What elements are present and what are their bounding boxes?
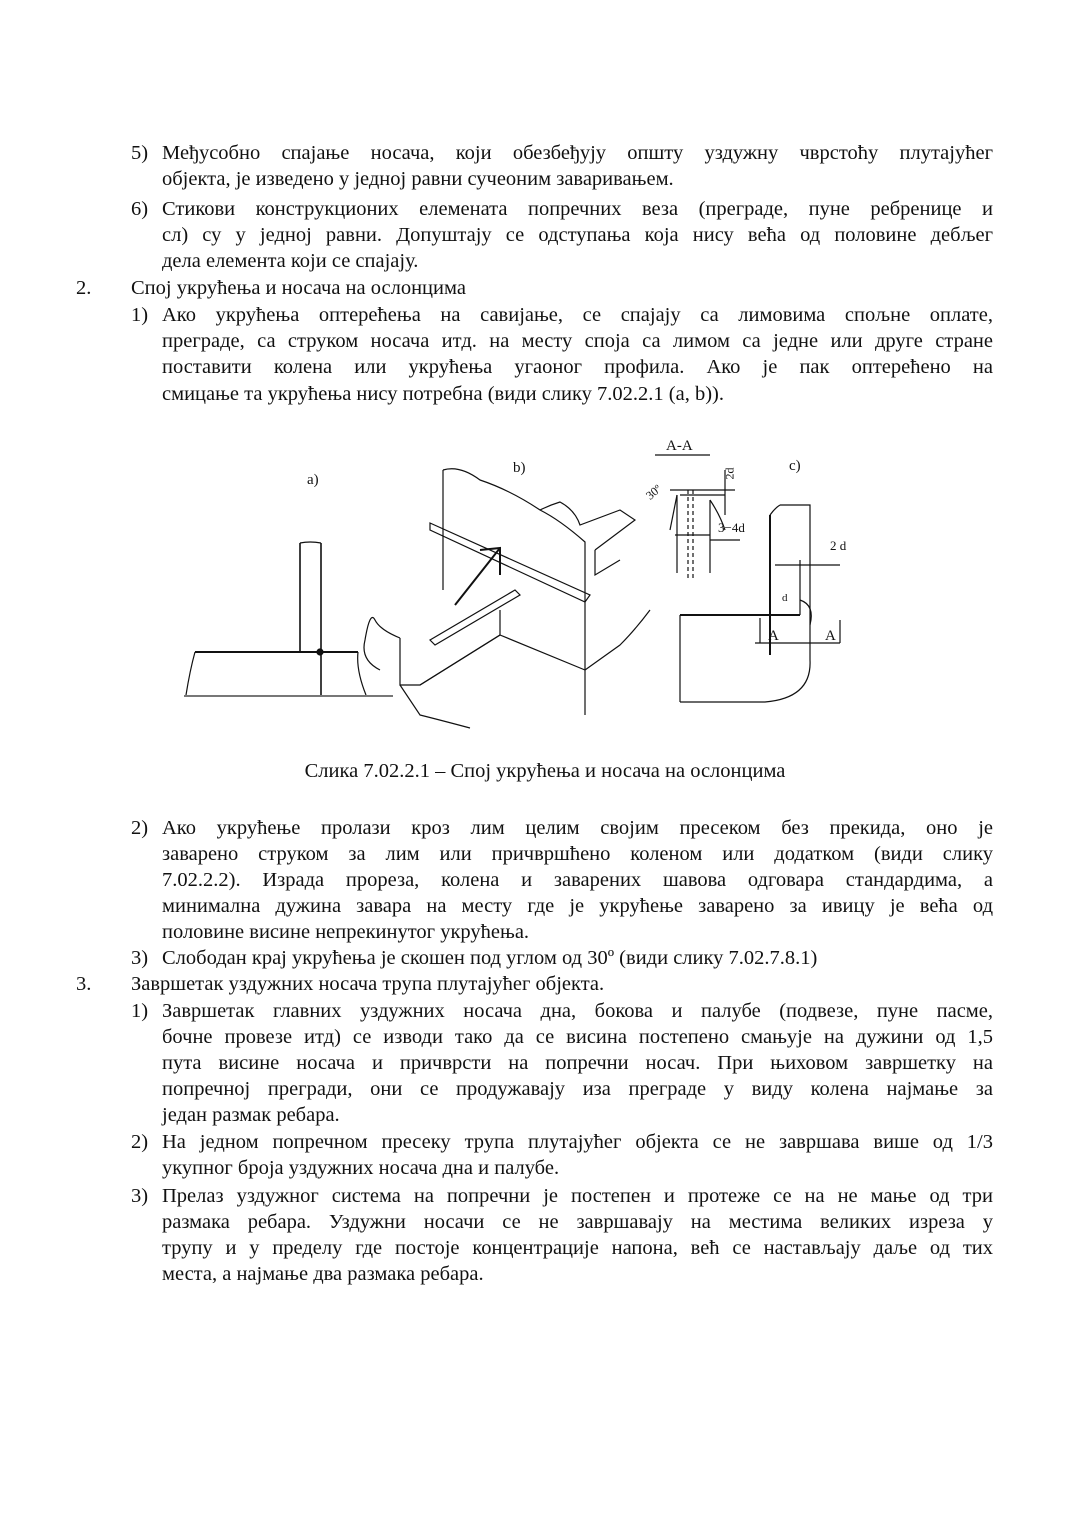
label-a: a): [307, 472, 319, 488]
figure-7-02-2-1: [180, 430, 900, 730]
item-number: 2): [131, 817, 149, 839]
item-number: 3): [131, 947, 149, 969]
item-text-line: размака ребара. Уздужни носачи се не завршавају на местима великих изреза у: [162, 1211, 993, 1233]
label-2d-right: 2 d: [830, 538, 847, 553]
item-text-line: бочне провезе итд) се изводи тако да се висина постепено смањује на дужини од 1,5: [162, 1026, 993, 1048]
item-text-line: минимална дужина завара на месту где је укрућење заварено за ивицу је већа од: [162, 895, 993, 917]
item-text-line: објекта, је изведено у једној равни сучеоним заваривањем.: [162, 168, 674, 190]
item-text-line: пута висине носача и причврсти на попречни носач. При њиховом завршетку на: [162, 1052, 993, 1074]
item-number: 1): [131, 304, 149, 326]
label-2d-top: 2d: [722, 467, 737, 480]
item-number: 3): [131, 1185, 149, 1207]
label-b: b): [513, 460, 526, 476]
item-text-line: укупног броја уздужних носача дна и палубе.: [162, 1157, 560, 1179]
section-number: 2.: [76, 277, 92, 299]
label-d: d: [782, 592, 788, 604]
item-text-line: Прелаз уздужног система на попречни је постепен и протеже се на не мање од три: [162, 1185, 993, 1207]
item-text-line: преграде, са струком носача итд. на месту споја са лимом са једне или друге стране: [162, 330, 993, 352]
item-text-line: један размак ребара.: [162, 1104, 340, 1126]
item-number: 5): [131, 142, 149, 164]
item-number: 1): [131, 1000, 149, 1022]
technical-drawing: [180, 430, 900, 730]
item-text-line: сл) су у једној равни. Допуштају се одступања која нису већа од половине дебљег: [162, 224, 993, 246]
item-text-line: Слободан крај укрућења је скошен под углом од 30º (види слику 7.02.7.8.1): [162, 947, 818, 969]
item-text-line: Завршетак главних уздужних носача дна, бокова и палубе (подвезе, пуне пасме,: [162, 1000, 993, 1022]
label-section-a-a: A-A: [666, 438, 693, 454]
label-arrow-a-right: A: [825, 628, 836, 644]
label-arrow-a-left: A: [768, 628, 779, 644]
item-text-line: заварено струком за лим или причвршћено коленом или додатком (види слику: [162, 843, 993, 865]
item-number: 2): [131, 1131, 149, 1153]
item-text-line: 7.02.2.2). Израда прореза, колена и заварених шавова одговара стандардима, а: [162, 869, 993, 891]
section-title: Завршетак уздужних носача трупа плутајућег објекта.: [131, 973, 605, 995]
item-text-line: дела елемента који се спајају.: [162, 250, 419, 272]
item-text-line: поставити колена или укрућења угаоног профила. Ако је пак оптерећено на: [162, 356, 993, 378]
item-text-line: Ако укрућења оптерећења на савијање, се спајају са лимовима спољне оплате,: [162, 304, 993, 326]
item-text-line: Међусобно спајање носача, који обезбеђују општу уздужну чврстоћу плутајућег: [162, 142, 993, 164]
item-text-line: На једном попречном пресеку трупа плутајућег објекта се не завршава више од 1/3: [162, 1131, 993, 1153]
item-text-line: места, а најмање два размака ребара.: [162, 1263, 484, 1285]
item-text-line: трупу и у пределу где постоје концентрације напона, већ се настављају даље од тих: [162, 1237, 993, 1259]
item-text-line: попречној прегради, они се продужавају иза преграде у виду колена најмање за: [162, 1078, 993, 1100]
item-text-line: Стикови конструкционих елемената попречних веза (преграде, пуне ребренице и: [162, 198, 993, 220]
item-text-line: половине висине непрекинутог укрућења.: [162, 921, 530, 943]
figure-caption: Слика 7.02.2.1 – Спој укрућења и носача на ослонцима: [304, 760, 786, 782]
label-angle: 30º: [643, 481, 665, 503]
item-text-line: смицање та укрућења нису потребна (види слику 7.02.2.1 (a, b)).: [162, 383, 725, 405]
item-text-line: Ако укрућење пролази кроз лим целим својим пресеком без прекида, оно је: [162, 817, 993, 839]
item-number: 6): [131, 198, 149, 220]
section-number: 3.: [76, 973, 92, 995]
label-3-4d: 3−4d: [718, 520, 745, 535]
label-c: c): [789, 458, 801, 474]
section-title: Спој укрућења и носача на ослонцима: [131, 277, 466, 299]
